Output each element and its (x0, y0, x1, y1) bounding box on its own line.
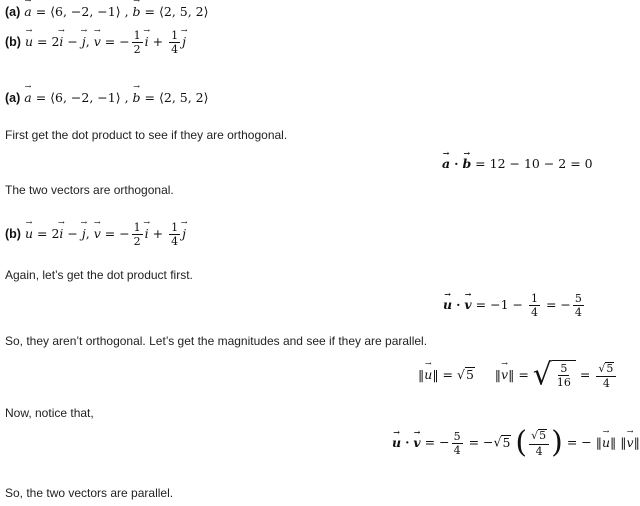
solution-a-heading: (a) → a = ⟨6, −2, −1⟩ , → b = ⟨2, 5, 2⟩ (5, 90, 209, 105)
solution-b-heading: (b) → u = 2→ i − → j, → v = − $\frac{1}{2}$ → i + $\frac{1}{4}$ → j (5, 222, 186, 247)
unit-j: → j (182, 34, 186, 49)
vector-u: → u (25, 34, 33, 49)
unit-i: → i (145, 34, 149, 49)
part-a-label: (a) (5, 5, 21, 19)
vector-b-components: = ⟨2, 5, 2⟩ (144, 4, 209, 19)
text-para-4: So, they aren’t orthogonal. Let’s get the magnitudes and see if they are parallel. (5, 334, 428, 348)
dot-product-a: → a · → b = 12 − 10 − 2 = 0 (442, 156, 593, 171)
text-para-1: First get the dot product to see if they are orthogonal. (5, 128, 288, 142)
u-minus: − (67, 34, 78, 49)
unit-i: → i (59, 34, 63, 49)
u-eq: = 2 (37, 34, 60, 49)
text-para-2: The two vectors are orthogonal. (5, 183, 174, 197)
v-eq: = − (104, 34, 130, 49)
vector-a: → a (24, 4, 31, 19)
vector-v: → v (94, 34, 101, 49)
vector-b: → b (133, 4, 141, 19)
fraction-one-half: $\frac{1}{2}$ (133, 29, 141, 56)
magnitudes: ‖→ u‖ = √5 ‖→ v‖ = √ $\frac{5}{16}$ = $\frac{√5}{4}$ (418, 360, 618, 391)
fraction-one-fourth: $\frac{1}{4}$ (171, 29, 179, 56)
text-para-3: Again, let’s get the dot product first. (5, 268, 193, 282)
text-para-6: So, the two vectors are parallel. (5, 486, 174, 500)
problem-b-line: (b) → u = 2→ i − → j, → v = − $\frac{1}{2}$ → i + $\frac{1}{4}$ → j (5, 30, 186, 55)
v-plus: + (152, 34, 164, 49)
dot-product-b: → u · → v = −1 − $\frac{1}{4}$ = − $\frac{5}{4}$ (443, 293, 586, 318)
part-b-label: (b) (5, 35, 21, 49)
problem-a-line (5, 4, 209, 19)
unit-j: → j (82, 34, 86, 49)
vector-a-components: = ⟨6, −2, −1⟩ , (35, 4, 129, 19)
text-para-5: Now, notice that, (5, 406, 94, 420)
parallel-relation: → u · → v = − $\frac{5}{4}$ = −√5 ( $\frac{√5}{4}$ ) = − ‖→ u‖ ‖→ v‖ (392, 428, 640, 458)
